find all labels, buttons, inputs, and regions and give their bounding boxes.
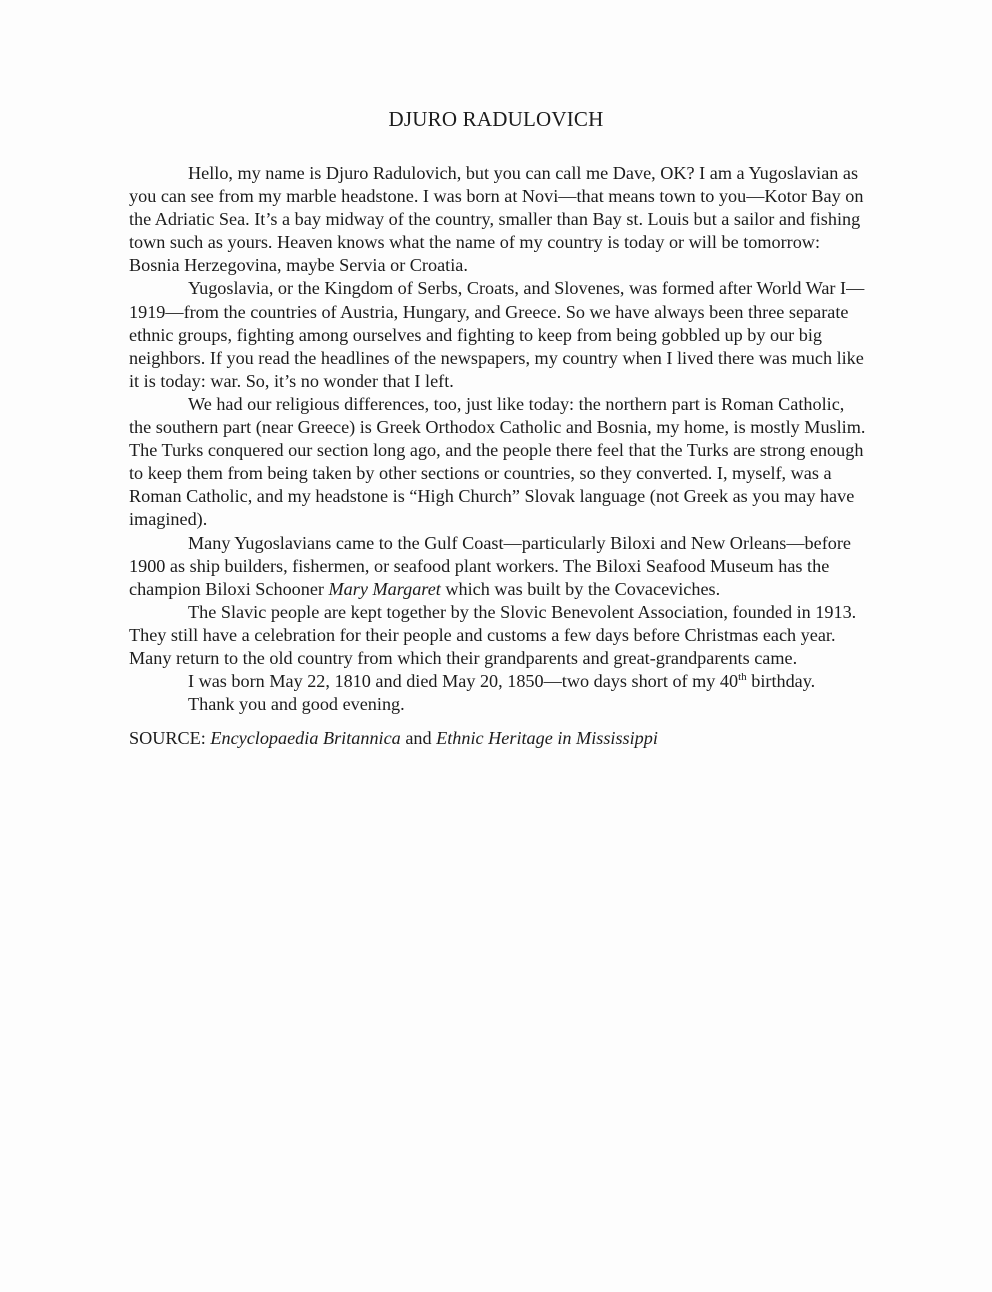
source-label: SOURCE: xyxy=(129,728,211,749)
paragraph-religion: We had our religious differences, too, just like today: the northern part is Roman Catholic, the southern part (near Greece) is Greek Orthodox Catholic and Bosnia, my home, is mostly Muslim. The Turks conquered our section long ago, and the people there feel that the Turks are strong enough to keep them from being taken by other sections or countries, so they converted. I, myself, was a Roman Catholic, and my headstone is “High Church” Slovak language (not Greek as you may have imagined). xyxy=(129,393,866,530)
source-and: and xyxy=(400,728,437,749)
paragraph-gulf-coast xyxy=(129,532,869,601)
source-ethnic-heritage: Ethnic Heritage in Mississippi xyxy=(436,728,658,749)
source-line xyxy=(129,727,869,750)
birth-death-text: I was born May 22, 1810 and died May 20, 1850—two days short of my 40 xyxy=(188,671,739,692)
schooner-name: Mary Margaret xyxy=(328,578,441,599)
paragraph-gulf-coast-end: which was built by the Covaceviches. xyxy=(440,578,721,599)
document-body xyxy=(129,162,869,750)
birth-death-end: birthday. xyxy=(746,671,816,692)
paragraph-closing: Thank you and good evening. xyxy=(188,694,405,715)
paragraph-association: The Slavic people are kept together by the Slovic Benevolent Association, founded in 1913. They still have a celebration for their people and customs a few days before Christmas each year. Many return to the old country from which their grandparents and great-grandparents came. xyxy=(129,601,857,668)
ordinal-superscript: th xyxy=(738,671,747,683)
document-title: DJURO RADULOVICH xyxy=(388,107,604,131)
paragraph-gulf-coast-text: Many Yugoslavians came to the Gulf Coast—particularly Biloxi and New Orleans—before 1900 as ship builders, fishermen, or seafood plant workers. The Biloxi Seafood Museum has the champion Biloxi Schooner xyxy=(129,532,851,599)
paragraph-intro: Hello, my name is Djuro Radulovich, but you can call me Dave, OK? I am a Yugoslavian as you can see from my marble headstone. I was born at Novi—that means town to you—Kotor Bay on the Adriatic Sea. It’s a bay midway of the country, smaller than Bay st. Louis but a sailor and fishing town such as yours. Heaven knows what the name of my country is today or will be tomorrow: Bosnia Herzegovina, maybe Servia or Croatia. xyxy=(129,163,864,276)
paragraph-yugoslavia: Yugoslavia, or the Kingdom of Serbs, Croats, and Slovenes, was formed after World War I—1919—from the countries of Austria, Hungary, and Greece. So we have always been three separate ethnic groups, fighting among ourselves and fighting to keep from being gobbled up by our big neighbors. If you read the headlines of the newspapers, my country when I lived there was much like it is today: war. So, it’s no wonder that I left. xyxy=(129,278,865,391)
source-britannica: Encyclopaedia Britannica xyxy=(210,728,401,749)
paragraph-birth-death xyxy=(129,670,869,693)
